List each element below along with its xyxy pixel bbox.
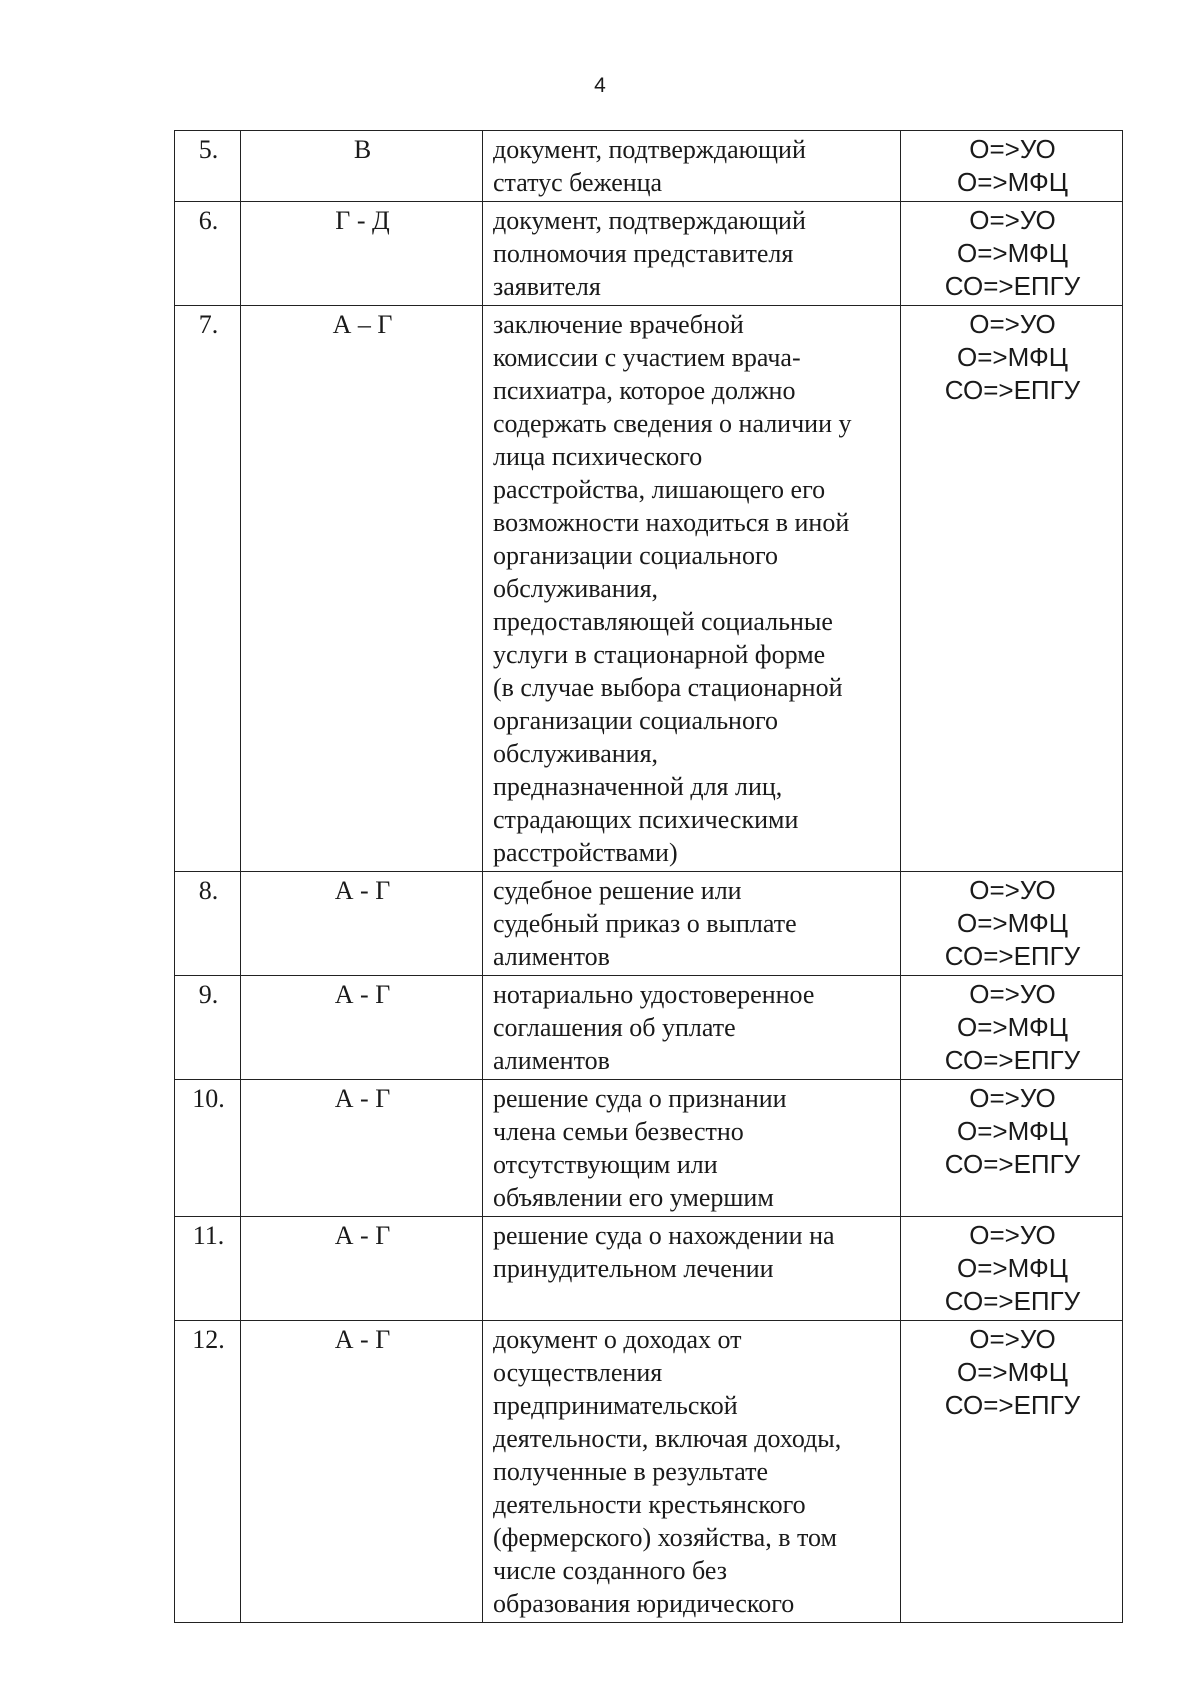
submission-route-line: СО=>ЕПГУ: [944, 1286, 1081, 1316]
applicant-group-cell: Г - Д: [241, 202, 483, 306]
table-row: [175, 202, 1123, 306]
document-description-cell: [483, 131, 901, 202]
row-number-cell: 5.: [175, 131, 241, 202]
document-description-line: деятельности, включая доходы,: [493, 1424, 842, 1453]
applicant-group-cell: В: [241, 131, 483, 202]
submission-route-line: СО=>ЕПГУ: [944, 271, 1081, 301]
submission-route-line: О=>УО: [969, 1324, 1056, 1354]
document-description-line: заключение врачебной: [493, 310, 744, 339]
table-row: [175, 131, 1123, 202]
row-number-cell: 7.: [175, 306, 241, 872]
document-description-line: образования юридического: [493, 1589, 795, 1618]
documents-table: [174, 130, 1123, 1623]
document-description-line: объявлении его умершим: [493, 1183, 774, 1212]
table-row: [175, 1217, 1123, 1321]
submission-route-cell: [901, 872, 1123, 976]
applicant-group-cell: А – Г: [241, 306, 483, 872]
document-description-cell: [483, 1080, 901, 1217]
document-description-line: судебное решение или: [493, 876, 742, 905]
submission-route-line: О=>УО: [969, 134, 1056, 164]
row-number-cell: 10.: [175, 1080, 241, 1217]
document-description-line: документ, подтверждающий: [493, 206, 806, 235]
table-row: [175, 1321, 1123, 1623]
submission-route-cell: [901, 976, 1123, 1080]
document-description-cell: [483, 872, 901, 976]
document-description-line: осуществления: [493, 1358, 663, 1387]
submission-route-line: СО=>ЕПГУ: [944, 375, 1081, 405]
row-number-cell: 12.: [175, 1321, 241, 1623]
submission-route-line: СО=>ЕПГУ: [944, 1149, 1081, 1179]
submission-route-cell: [901, 202, 1123, 306]
document-description-cell: [483, 202, 901, 306]
document-description-line: соглашения об уплате: [493, 1013, 736, 1042]
applicant-group-cell: А - Г: [241, 1321, 483, 1623]
applicant-group-cell: А - Г: [241, 1080, 483, 1217]
document-description-line: полномочия представителя: [493, 239, 794, 268]
document-description-line: содержать сведения о наличии у: [493, 409, 852, 438]
document-description-cell: [483, 976, 901, 1080]
document-description-line: расстройства, лишающего его: [493, 475, 826, 504]
submission-route-cell: [901, 131, 1123, 202]
page-number: 4: [594, 74, 606, 97]
submission-route-line: О=>МФЦ: [957, 1253, 1068, 1283]
table-row: [175, 306, 1123, 872]
submission-route-cell: [901, 306, 1123, 872]
applicant-group-cell: А - Г: [241, 976, 483, 1080]
document-description-line: члена семьи безвестно: [493, 1117, 744, 1146]
document-description-line: решение суда о нахождении на: [493, 1221, 835, 1250]
document-description-line: услуги в стационарной форме: [493, 640, 826, 669]
document-description-line: предоставляющей социальные: [493, 607, 833, 636]
document-description-line: принудительном лечении: [493, 1254, 774, 1283]
documents-table-body: [175, 131, 1123, 1623]
document-description-line: заявителя: [493, 272, 601, 301]
document-description-line: нотариально удостоверенное: [493, 980, 815, 1009]
document-description-line: документ, подтверждающий: [493, 135, 806, 164]
table-row: [175, 872, 1123, 976]
document-description-line: статус беженца: [493, 168, 663, 197]
submission-route-line: О=>МФЦ: [957, 342, 1068, 372]
document-description-cell: [483, 1321, 901, 1623]
document-description-line: судебный приказ о выплате: [493, 909, 797, 938]
applicant-group-cell: А - Г: [241, 872, 483, 976]
document-description-cell: [483, 306, 901, 872]
row-number-cell: 9.: [175, 976, 241, 1080]
document-description-line: документ о доходах от: [493, 1325, 742, 1354]
document-description-line: алиментов: [493, 1046, 610, 1075]
document-description-line: комиссии с участием врача-: [493, 343, 801, 372]
submission-route-line: О=>УО: [969, 875, 1056, 905]
row-number-cell: 11.: [175, 1217, 241, 1321]
submission-route-line: СО=>ЕПГУ: [944, 941, 1081, 971]
document-description-line: предпринимательской: [493, 1391, 738, 1420]
submission-route-line: О=>УО: [969, 205, 1056, 235]
applicant-group-cell: А - Г: [241, 1217, 483, 1321]
submission-route-cell: [901, 1321, 1123, 1623]
document-description-line: обслуживания,: [493, 574, 659, 603]
document-description-line: отсутствующим или: [493, 1150, 718, 1179]
submission-route-line: О=>МФЦ: [957, 1012, 1068, 1042]
submission-route-line: О=>МФЦ: [957, 908, 1068, 938]
submission-route-line: О=>УО: [969, 1083, 1056, 1113]
submission-route-cell: [901, 1080, 1123, 1217]
submission-route-line: О=>УО: [969, 1220, 1056, 1250]
document-description-line: возможности находиться в иной: [493, 508, 850, 537]
submission-route-line: О=>МФЦ: [957, 1116, 1068, 1146]
document-description-line: лица психического: [493, 442, 703, 471]
submission-route-line: О=>МФЦ: [957, 167, 1068, 197]
submission-route-line: О=>УО: [969, 309, 1056, 339]
document-description-line: полученные в результате: [493, 1457, 769, 1486]
submission-route-cell: [901, 1217, 1123, 1321]
document-description-line: (фермерского) хозяйства, в том: [493, 1523, 837, 1552]
submission-route-line: СО=>ЕПГУ: [944, 1045, 1081, 1075]
document-description-line: предназначенной для лиц,: [493, 772, 783, 801]
document-description-line: числе созданного без: [493, 1556, 728, 1585]
submission-route-line: СО=>ЕПГУ: [944, 1390, 1081, 1420]
table-row: [175, 976, 1123, 1080]
document-description-line: организации социального: [493, 541, 778, 570]
submission-route-line: О=>МФЦ: [957, 1357, 1068, 1387]
document-description-line: организации социального: [493, 706, 778, 735]
document-description-line: страдающих психическими: [493, 805, 799, 834]
document-description-line: расстройствами): [493, 838, 678, 867]
row-number-cell: 6.: [175, 202, 241, 306]
document-description-line: психиатра, которое должно: [493, 376, 796, 405]
document-description-line: алиментов: [493, 942, 610, 971]
document-description-line: деятельности крестьянского: [493, 1490, 806, 1519]
document-description-line: решение суда о признании: [493, 1084, 787, 1113]
row-number-cell: 8.: [175, 872, 241, 976]
document-description-line: обслуживания,: [493, 739, 659, 768]
submission-route-line: О=>УО: [969, 979, 1056, 1009]
submission-route-line: О=>МФЦ: [957, 238, 1068, 268]
document-description-line: (в случае выбора стационарной: [493, 673, 843, 702]
table-row: [175, 1080, 1123, 1217]
document-description-cell: [483, 1217, 901, 1321]
